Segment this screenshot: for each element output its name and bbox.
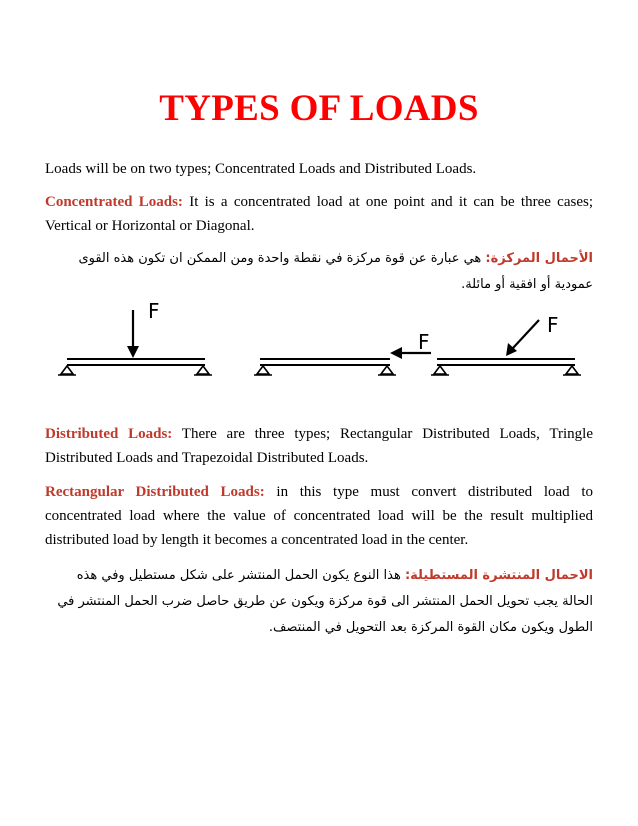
force-label-diagonal: F xyxy=(547,313,559,337)
concentrated-text: It is a concentrated load at one point and it can be three cases; Vertical or Horizontal or Diagonal. xyxy=(45,194,593,234)
beam-diagonal-load xyxy=(431,313,581,375)
intro-paragraph: Loads will be on two types; Concentrated Loads and Distributed Loads. xyxy=(45,161,477,177)
left-support-icon xyxy=(257,366,269,374)
beam-horizontal-load xyxy=(254,330,431,375)
concentrated-paragraph xyxy=(45,190,593,238)
left-support-icon xyxy=(434,366,446,374)
page-title: TYPES OF LOADS xyxy=(159,88,479,129)
rectangular-paragraph xyxy=(45,480,593,552)
rectangular-arabic-text: هذا النوع يكون الحمل المنتشر على شكل مستطيل وفي هذه الحالة يجب تحويل الحمل المنتشر الى قوة مركزة ويكون عن طريق حاصل ضرب الحمل المنتشر في الطول ويكون مكان القوة المركزة بعد التحويل في المنتصف. xyxy=(57,568,593,635)
force-label-vertical: F xyxy=(148,299,160,323)
force-label-horizontal: F xyxy=(418,330,430,354)
concentrated-loads-diagram xyxy=(45,292,593,388)
distributed-paragraph xyxy=(45,422,593,470)
right-support-icon xyxy=(381,366,393,374)
right-support-icon xyxy=(197,366,209,374)
concentrated-label: Concentrated Loads: xyxy=(45,194,183,210)
beam-vertical-load xyxy=(58,299,212,375)
concentrated-arabic-text: هي عبارة عن قوة مركزة في نقطة واحدة ومن الممكن ان تكون هذه القوى عمودية أو افقية أو مائلة. xyxy=(78,251,593,292)
rectangular-label: Rectangular Distributed Loads: xyxy=(45,484,265,500)
rectangular-arabic-paragraph xyxy=(45,563,593,641)
left-support-icon xyxy=(61,366,73,374)
right-support-icon xyxy=(566,366,578,374)
distributed-label: Distributed Loads: xyxy=(45,426,173,442)
concentrated-arabic-paragraph xyxy=(45,246,593,298)
distributed-text: There are three types; Rectangular Distributed Loads, Tringle Distributed Loads and Trapezoidal Distributed Loads. xyxy=(45,426,593,466)
rectangular-text: in this type must convert distributed load to concentrated load where the value of concentrated load will be the result multiplied distributed load by length it becomes a concentrated load in the center. xyxy=(45,484,594,548)
concentrated-arabic-label: الأحمال المركزة: xyxy=(485,251,593,266)
diagonal-force-arrow-icon xyxy=(513,320,539,348)
rectangular-arabic-label: الاحمال المنتشرة المستطيلة: xyxy=(404,568,593,583)
